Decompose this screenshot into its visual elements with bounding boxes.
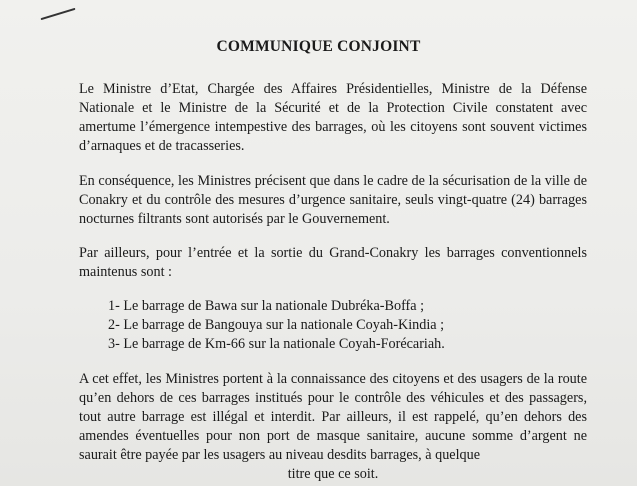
paragraph-conclusion-body: A cet effet, les Ministres portent à la connaissance des citoyens et des usagers de la route qu’en dehors de ces barrages institués pour le contrôle des véhicules et des passagers, tout autre barrage est illégal et interdit. Par ailleurs, il est rappelé, qu’en dehors des amendes éventuelles pour non port de masque sanitaire, aucune somme d’argent ne saurait être payée par les usagers au niveau desdits barrages, à quelque [79, 371, 587, 463]
paragraph-checkpoints-intro: Par ailleurs, pour l’entrée et la sortie du Grand-Conakry les barrages conventionnels maintenus sont : [79, 245, 587, 280]
checkpoint-list [108, 297, 445, 354]
paragraph-conclusion-last-line: titre que ce soit. [287, 466, 379, 482]
list-item: 1- Le barrage de Bawa sur la nationale Dubréka-Boffa ; [108, 298, 425, 314]
document-title: COMMUNIQUE CONJOINT [216, 38, 421, 55]
paragraph-intro: Le Ministre d’Etat, Chargée des Affaires Présidentielles, Ministre de la Défense Nationale et le Ministre de la Sécurité et de la Protection Civile constatent avec amertume l’émergence intempestive des barrages, où les citoyens sont souvent victimes d’arnaques et de tracasseries. [79, 81, 587, 154]
handwritten-mark [40, 8, 75, 20]
paragraph-consequence: En conséquence, les Ministres précisent que dans le cadre de la sécurisation de la ville de Conakry et du contrôle des mesures d’urgence sanitaire, seuls vingt-quatre (24) barrages nocturnes filtrants sont autorisés par le Gouvernement. [79, 173, 587, 227]
list-item: 2- Le barrage de Bangouya sur la nationale Coyah-Kindia ; [108, 317, 445, 333]
paragraph-conclusion [79, 370, 587, 484]
list-item: 3- Le barrage de Km-66 sur la nationale Coyah-Forécariah. [108, 336, 445, 352]
